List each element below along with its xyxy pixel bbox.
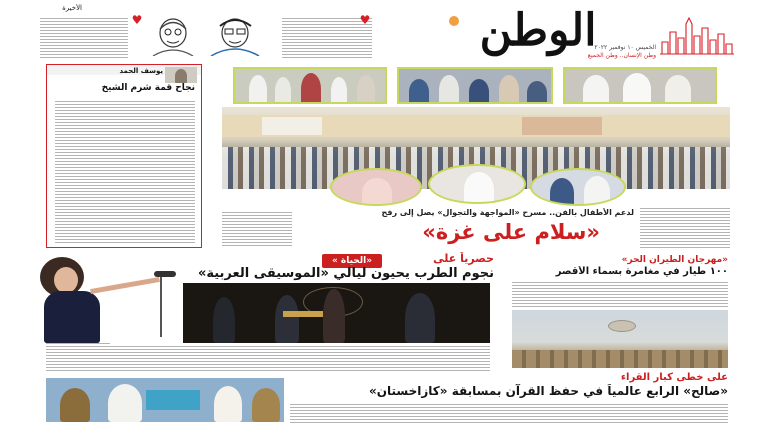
- music-headline[interactable]: نجوم الطرب يحيون ليالي «الموسيقى العربية»: [197, 266, 494, 281]
- gaza-circle-photo[interactable]: [428, 164, 526, 204]
- balloon-kicker: «مهرجان الطيران الحر»: [621, 255, 728, 265]
- masthead: [0, 0, 779, 66]
- newspaper-logo[interactable]: الوطن: [479, 5, 597, 56]
- caricature-portrait: [148, 16, 198, 56]
- balloon-body-text: [512, 282, 728, 308]
- music-kicker-badge: «الحياة »: [322, 254, 382, 268]
- award-ceremony-photo[interactable]: [183, 283, 490, 343]
- quran-headline[interactable]: «صالح» الرابع عالمياً في حفظ القرآن بمسابقة «كازاخستان»: [369, 384, 728, 398]
- gaza-photo-thumb[interactable]: [563, 67, 717, 104]
- singer-photo[interactable]: [36, 253, 178, 343]
- columnist-photo: [165, 67, 197, 83]
- gaza-circle-photo[interactable]: [330, 168, 422, 206]
- gaza-body-text: [222, 212, 292, 248]
- heart-icon: ♥: [131, 13, 143, 27]
- heart-icon: ♥: [359, 13, 371, 27]
- page-label: الأخيرة: [62, 4, 82, 12]
- quran-photo[interactable]: [46, 378, 284, 422]
- music-body-text: [46, 346, 490, 372]
- balloon-headline[interactable]: ١٠٠ طيار في مغامرة بسماء الأقصر: [555, 266, 728, 277]
- quran-body-text: [290, 404, 728, 424]
- columnist-box: [46, 64, 202, 248]
- column-body-text: [55, 101, 195, 243]
- columnist-author: يوسف الحمد: [119, 67, 163, 75]
- skyline-logo-icon: [660, 14, 734, 56]
- music-kicker: حصرياً على: [433, 252, 494, 265]
- masthead-tagline: وطن الإنسان.. وطن الجميع: [587, 52, 656, 59]
- quran-kicker: على خطى كبار القراء: [620, 372, 728, 383]
- gaza-circle-photo[interactable]: [530, 168, 626, 206]
- column-title[interactable]: نجاح قمة شرم الشيخ: [101, 83, 195, 93]
- teaser-text-left: [40, 18, 128, 58]
- masthead-date: الخميس ١٠ نوفمبر ٢٠٢٢: [594, 44, 656, 51]
- logo-red-dot: [449, 16, 459, 26]
- gaza-photo-thumb[interactable]: [233, 67, 387, 104]
- gaza-subhead: لدعم الأطفال بالفن.. مسرح «المواجهة والتجوال» يصل إلى رفح: [381, 208, 634, 217]
- balloon-icon: [608, 320, 636, 332]
- balloon-photo[interactable]: [512, 310, 728, 368]
- gaza-headline[interactable]: «سلام على غزة»: [422, 220, 600, 244]
- caricature-portrait: [205, 16, 265, 56]
- gaza-body-text: [640, 208, 730, 248]
- gaza-photo-thumb[interactable]: [397, 67, 553, 104]
